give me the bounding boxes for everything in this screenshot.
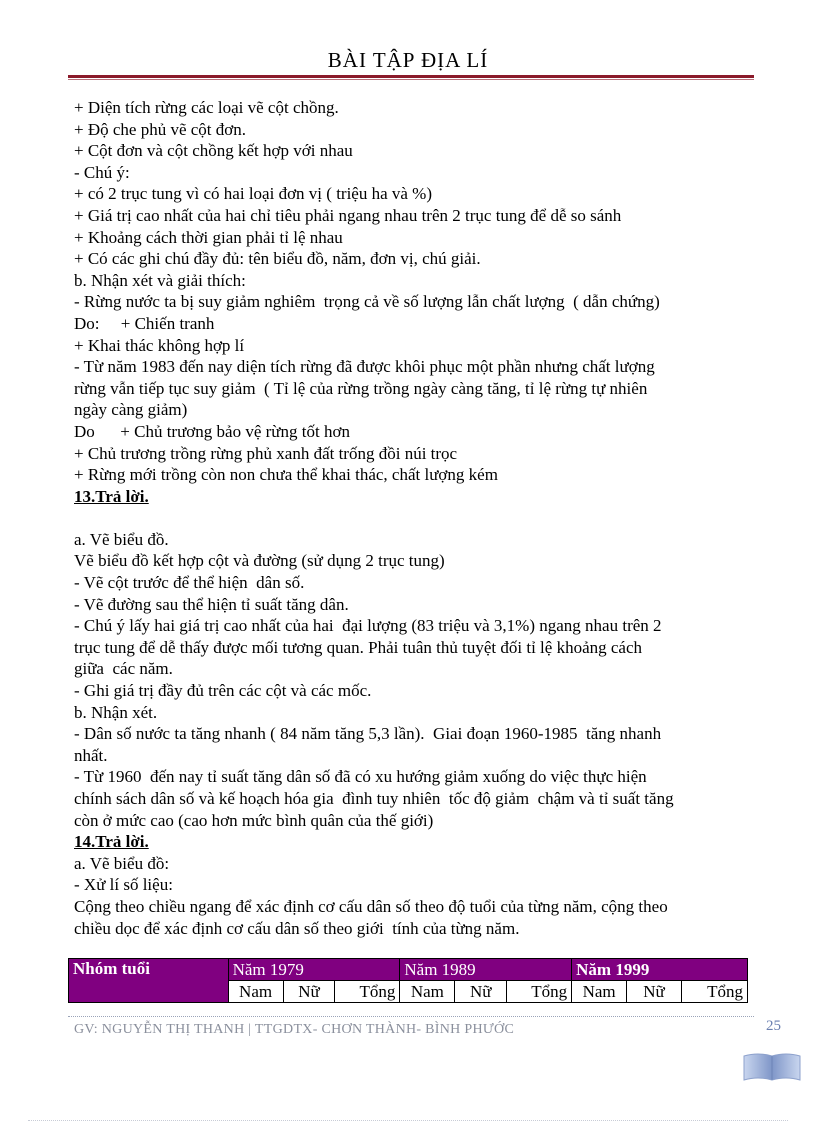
text-line: a. Vẽ biểu đồ: bbox=[74, 853, 170, 873]
text-line: - Dân số nước ta tăng nhanh ( 84 năm tăng 5,3 lần). Giai đoạn 1960-1985 tăng nhanh bbox=[74, 724, 662, 744]
header-divider-thin bbox=[68, 79, 754, 80]
age-group-header: Nhóm tuổi bbox=[69, 959, 229, 1003]
text-line: chính sách dân số và kế hoạch hóa gia đình tuy nhiên tốc độ giảm chậm và tỉ suất tăng bbox=[74, 789, 674, 808]
section-heading-14: 14.Trả lời. bbox=[74, 832, 149, 852]
text-line: - Chú ý lấy hai giá trị cao nhất của hai đại lượng (83 triệu và 3,1%) ngang nhau trên 2 bbox=[74, 616, 662, 636]
text-line: Cộng theo chiều ngang để xác định cơ cấu dân số theo độ tuổi của từng năm, cộng theo bbox=[74, 896, 668, 916]
sub-male: Nam bbox=[572, 981, 627, 1003]
sub-total: Tổng bbox=[335, 981, 400, 1003]
text-line: - Rừng nước ta bị suy giảm nghiêm trọng cả về số lượng lẫn chất lượng ( dẫn chứng) bbox=[74, 292, 660, 312]
header-divider bbox=[68, 75, 754, 78]
sub-female: Nữ bbox=[283, 981, 335, 1003]
year-header-1989: Năm 1989 bbox=[400, 959, 572, 981]
text-line: - Ghi giá trị đầy đủ trên các cột và các mốc. bbox=[74, 681, 372, 701]
sub-female: Nữ bbox=[627, 981, 682, 1003]
text-line: + Có các ghi chú đầy đủ: tên biểu đồ, năm, đơn vị, chú giải. bbox=[74, 249, 481, 269]
text-line: Do + Chủ trương bảo vệ rừng tốt hơn bbox=[74, 421, 350, 441]
sub-female: Nữ bbox=[455, 981, 507, 1003]
text-line: - Chú ý: bbox=[74, 162, 130, 182]
text-line: - Vẽ đường sau thể hiện tỉ suất tăng dân. bbox=[74, 594, 349, 614]
text-line: giữa các năm. bbox=[74, 659, 173, 679]
text-line: b. Nhận xét. bbox=[74, 702, 158, 722]
text-line: - Từ năm 1983 đến nay diện tích rừng đã được khôi phục một phần nhưng chất lượng bbox=[74, 357, 655, 377]
text-line: Do: + Chiến tranh bbox=[74, 313, 215, 333]
sub-total: Tổng bbox=[507, 981, 572, 1003]
section-heading-13: 13.Trả lời. bbox=[74, 486, 149, 506]
sub-total: Tổng bbox=[681, 981, 747, 1003]
footer-divider bbox=[68, 1016, 754, 1017]
text-line: rừng vẫn tiếp tục suy giảm ( Tỉ lệ của rừng trồng ngày càng tăng, tỉ lệ rừng tự nhiên bbox=[74, 378, 648, 398]
text-line: + Diện tích rừng các loại vẽ cột chồng. bbox=[74, 98, 339, 117]
text-line: ngày càng giảm) bbox=[74, 400, 188, 420]
sub-male: Nam bbox=[228, 981, 283, 1003]
text-line: a. Vẽ biểu đồ. bbox=[74, 529, 169, 549]
year-header-1999: Năm 1999 bbox=[572, 959, 748, 981]
text-line: trục tung để dễ thấy được mối tương quan. Phải tuân thủ tuyệt đối tỉ lệ khoảng cách bbox=[74, 637, 643, 657]
text-line: - Vẽ cột trước để thể hiện dân số. bbox=[74, 573, 305, 593]
footer-author: GV: NGUYỄN THỊ THANH | TTGDTX- CHƠN THÀNH- BÌNH PHƯỚC bbox=[74, 1022, 515, 1037]
blank-line bbox=[74, 507, 750, 529]
text-line: + Giá trị cao nhất của hai chỉ tiêu phải ngang nhau trên 2 trục tung để dễ so sánh bbox=[74, 205, 622, 225]
text-line: - Từ 1960 đến nay tỉ suất tăng dân số đã có xu hướng giảm xuống do việc thực hiện bbox=[74, 767, 647, 787]
text-line: + có 2 trục tung vì có hai loại đơn vị ( triệu ha và %) bbox=[74, 184, 433, 204]
text-line: b. Nhận xét và giải thích: bbox=[74, 270, 246, 290]
text-line: + Rừng mới trồng còn non chưa thể khai thác, chất lượng kém bbox=[74, 465, 498, 485]
document-body bbox=[74, 97, 750, 939]
text-line: + Khai thác không hợp lí bbox=[74, 335, 245, 355]
text-line: + Cột đơn và cột chồng kết hợp với nhau bbox=[74, 141, 353, 161]
page-number: 25 bbox=[766, 1018, 781, 1034]
text-line: còn ở mức cao (cao hơn mức bình quân của thế giới) bbox=[74, 810, 434, 830]
text-line: + Chủ trương trồng rừng phủ xanh đất trống đồi núi trọc bbox=[74, 443, 458, 463]
table-header-row bbox=[69, 959, 748, 981]
page-bottom-divider bbox=[28, 1120, 788, 1121]
text-line: Vẽ biểu đồ kết hợp cột và đường (sử dụng 2 trục tung) bbox=[74, 551, 445, 571]
text-line: nhất. bbox=[74, 745, 108, 765]
text-line: + Khoảng cách thời gian phải tỉ lệ nhau bbox=[74, 227, 343, 247]
sub-male: Nam bbox=[400, 981, 455, 1003]
text-line: chiều dọc để xác định cơ cấu dân số theo giới tính của từng năm. bbox=[74, 918, 520, 938]
open-book-icon bbox=[742, 1050, 802, 1084]
text-line: - Xử lí số liệu: bbox=[74, 875, 173, 895]
text-line: + Độ che phủ vẽ cột đơn. bbox=[74, 119, 247, 139]
page-header-title: BÀI TẬP ĐỊA LÍ bbox=[327, 48, 489, 72]
population-structure-table bbox=[68, 958, 748, 1003]
year-header-1979: Năm 1979 bbox=[228, 959, 400, 981]
